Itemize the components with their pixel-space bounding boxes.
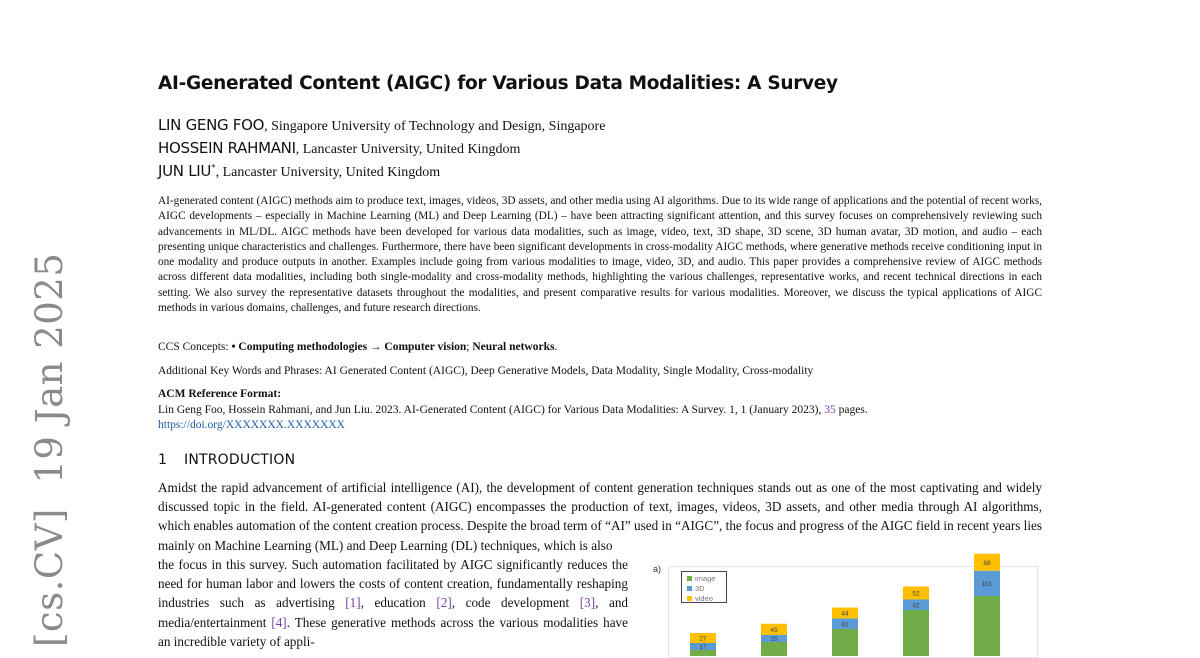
bar-image-2 (761, 642, 787, 656)
page-count-link[interactable]: 35 (824, 404, 836, 416)
author-1 (158, 116, 605, 135)
arxiv-stamp: [cs.CV] 19 Jan 2025 (28, 252, 71, 647)
data-label-3d-1: 17 (699, 644, 707, 651)
figure-panel-label: a) (653, 564, 662, 574)
data-label-3d-5: 101 (981, 580, 993, 588)
author-name: JUN LIU (158, 162, 212, 180)
legend-swatch (687, 586, 692, 591)
bar-image-5 (974, 596, 1000, 656)
intro-text: , and media/entertainment (158, 595, 629, 630)
ccs-second: Neural networks (472, 341, 555, 353)
section-heading (158, 452, 295, 468)
author-2 (158, 139, 520, 158)
data-label-3d-4: 42 (912, 602, 920, 610)
data-label-video-1: 27 (699, 635, 707, 643)
data-label-video-3: 44 (841, 610, 849, 618)
ccs-label: CCS Concepts: (158, 341, 232, 353)
ccs-concepts (158, 341, 557, 353)
ccs-end: . (554, 341, 558, 353)
acm-reference (158, 403, 1042, 433)
acm-reference-suffix: pages. (835, 404, 868, 416)
bar-image-3 (832, 629, 858, 656)
author-name: HOSSEIN RAHMANI (158, 139, 296, 157)
legend-label: video (695, 593, 713, 603)
doi-link[interactable]: https://doi.org/XXXXXXX.XXXXXXX (158, 419, 345, 431)
legend-swatch (687, 576, 692, 581)
data-label-3d-2: 25 (770, 636, 778, 643)
ccs-main: Computing methodologies → Computer vision (238, 341, 467, 353)
legend-label: 3D (695, 583, 705, 593)
citation-link[interactable]: [3] (579, 595, 596, 611)
citation-link[interactable]: [2] (436, 595, 452, 611)
citation-link[interactable]: [1] (345, 595, 361, 611)
intro-text: . These generative methods across the various modalities have an incredible variety of appli- (158, 614, 628, 649)
legend-label: image (695, 573, 716, 583)
abstract: AI-generated content (AIGC) methods aim to produce text, images, videos, 3D assets, and other media using AI algorithms. Due to its wide range of applications and the potential of recent works, AIGC developments – especially in Machine Learning (ML) and Deep Learning (DL) – have been attracting significant attention, and this survey focuses on comprehensively reviewing such advancements in ML/DL. AIGC methods have been developed for various data modalities, such as image, video, text, 3D shape, 3D scene, 3D human avatar, 3D motion, and audio – each presenting unique characteristics and challenges. Furthermore, there have been significant developments in cross-modality AIGC methods, where generative methods receive conditioning input in one modality and produce outputs in another. Examples include going from various modalities to image, video, 3D, and audio. This paper provides a comprehensive review of AIGC methods across different data modalities, including both single-modality and cross-modality methods, highlighting the various challenges, representative works, and recent technical directions in each setting. We also survey the representative datasets throughout the modalities, and present comparative results for various modalities. Moreover, we discuss the typical applications of AIGC methods in various domains, challenges, and future research directions. (158, 195, 1042, 315)
data-label-video-5: 68 (983, 559, 991, 567)
intro-text: , code development (451, 595, 580, 611)
citation-link[interactable]: [4] (271, 614, 287, 630)
acm-reference-text: Lin Geng Foo, Hossein Rahmani, and Jun Liu. 2023. AI-Generated Content (AIGC) for Various Data Modalities: A Survey. 1, 1 (January 2023), (158, 404, 825, 416)
intro-text: the focus in this survey. Such automation facilitated by AIGC significantly reduces the need for human labor and lowers the costs of content creation, fundamentally reshaping industries such as advertising (158, 557, 628, 611)
section-title: INTRODUCTION (184, 452, 296, 468)
corresponding-author-mark: * (211, 162, 216, 173)
acm-reference-heading: ACM Reference Format: (158, 388, 282, 400)
intro-paragraph-wrapped (158, 555, 628, 651)
legend-entry-3d (687, 583, 726, 593)
author-affiliation: , Lancaster University, United Kingdom (215, 165, 441, 180)
legend-entry-image (687, 573, 726, 583)
keywords: Additional Key Words and Phrases: AI Generated Content (AIGC), Deep Generative Models, Data Modality, Single Modality, Cross-modality (158, 365, 814, 377)
ccs-bullet: • (231, 341, 239, 353)
author-affiliation: , Lancaster University, United Kingdom (295, 142, 521, 157)
author-3 (158, 162, 440, 181)
legend-swatch (687, 596, 692, 601)
intro-paragraph: Amidst the rapid advancement of artificial intelligence (AI), the development of content generation techniques stands out as one of the most captivating and widely discussed topic in the field. AI-generated content (AIGC) encompasses the production of text, images, videos, 3D assets, and other media through AI algorithms, which enables automation of the content creation process. Despite the broad term of “AI” used in “AIGC”, the focus and progress of the AIGC field in recent years lies mainly on Machine Learning (ML) and Deep Learning (DL) techniques, which is also (158, 480, 1042, 553)
author-name: LIN GENG FOO (158, 116, 265, 134)
data-label-video-2: 45 (770, 626, 778, 634)
chart-legend (681, 571, 727, 603)
data-label-video-4: 52 (912, 590, 920, 598)
intro-text: , education (360, 595, 437, 611)
data-label-3d-3: 42 (841, 621, 849, 629)
section-number: 1 (158, 452, 168, 468)
paper-title: AI-Generated Content (AIGC) for Various Data Modalities: A Survey (158, 73, 838, 94)
ccs-separator: ; (466, 341, 473, 353)
legend-entry-video (687, 593, 726, 603)
author-affiliation: , Singapore University of Technology and Design, Singapore (264, 119, 606, 134)
bar-image-4 (903, 610, 929, 656)
